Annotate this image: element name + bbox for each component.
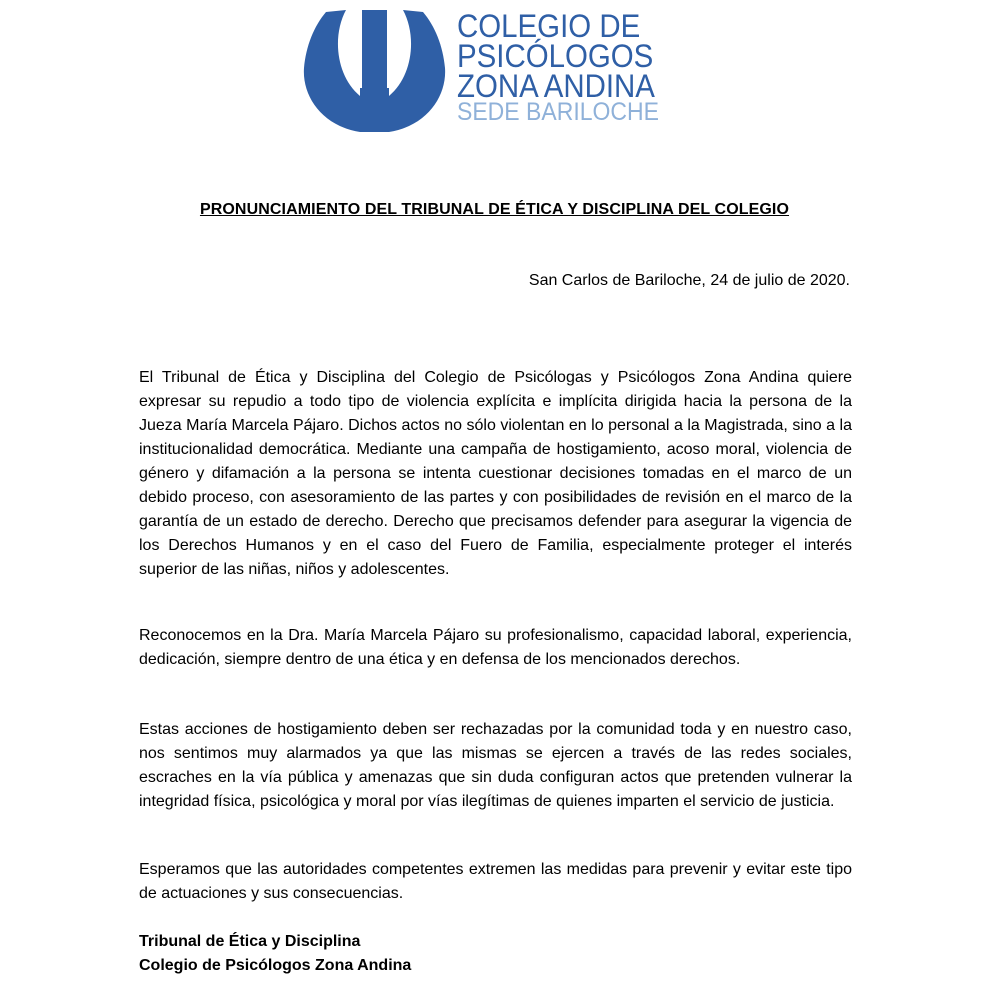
paragraph-text: Esperamos que las autoridades competentes extremen las medidas para prevenir y evitar este tipo de actuaciones y sus consecuencias.: [139, 861, 852, 902]
signature-block: [139, 930, 411, 978]
paragraph-text: Reconocemos en la Dra. María Marcela Pájaro su profesionalismo, capacidad laboral, experiencia, dedicación, siempre dentro de una ética y en defensa de los mencionados derechos.: [139, 627, 852, 668]
logo-line-4: SEDE BARILOCHE: [457, 98, 659, 126]
signature-line-2: Colegio de Psicólogos Zona Andina: [139, 957, 412, 974]
logo-line-2: PSICÓLOGOS: [457, 38, 654, 74]
document-title: PRONUNCIAMIENTO DEL TRIBUNAL DE ÉTICA Y DISCIPLINA DEL COLEGIO: [199, 201, 790, 218]
logo-line-1: COLEGIO DE: [457, 8, 641, 44]
paragraph-4: [139, 858, 852, 906]
logo-line-3: ZONA ANDINA: [457, 68, 655, 104]
paragraph-text: Estas acciones de hostigamiento deben ser rechazadas por la comunidad toda y en nuestro caso, nos sentimos muy alarmados ya que las mismas se ejercen a través de las redes sociales, escraches en la vía pública y amenazas que sin duda configuran actos que pretenden vulnerar la integridad física, psicológica y moral por vías ilegítimas de quienes imparten el servicio de justicia.: [139, 721, 852, 810]
paragraph-2: [139, 624, 852, 672]
psi-symbol-icon: [302, 6, 447, 134]
logo-wordmark: [457, 10, 677, 124]
document-date: San Carlos de Bariloche, 24 de julio de 2020.: [528, 272, 850, 289]
logo: [302, 6, 659, 134]
paragraph-1: [139, 366, 852, 582]
signature-line-1: Tribunal de Ética y Disciplina: [139, 933, 361, 950]
paragraph-text: El Tribunal de Ética y Disciplina del Colegio de Psicólogas y Psicólogos Zona Andina quiere expresar su repudio a todo tipo de violencia explícita e implícita dirigida hacia la persona de la Jueza María Marcela Pájaro. Dichos actos no sólo violentan en lo personal a la Magistrada, sino a la institucionalidad democrática. Mediante una campaña de hostigamiento, acoso moral, violencia de género y difamación a la persona se intenta cuestionar decisiones tomadas en el marco de un debido proceso, con asesoramiento de las partes y con posibilidades de revisión en el marco de la garantía de un estado de derecho. Derecho que precisamos defender para asegurar la vigencia de los Derechos Humanos y en el caso del Fuero de Familia, especialmente proteger el interés superior de las niñas, niños y adolescentes.: [139, 369, 852, 578]
paragraph-3: [139, 718, 852, 814]
